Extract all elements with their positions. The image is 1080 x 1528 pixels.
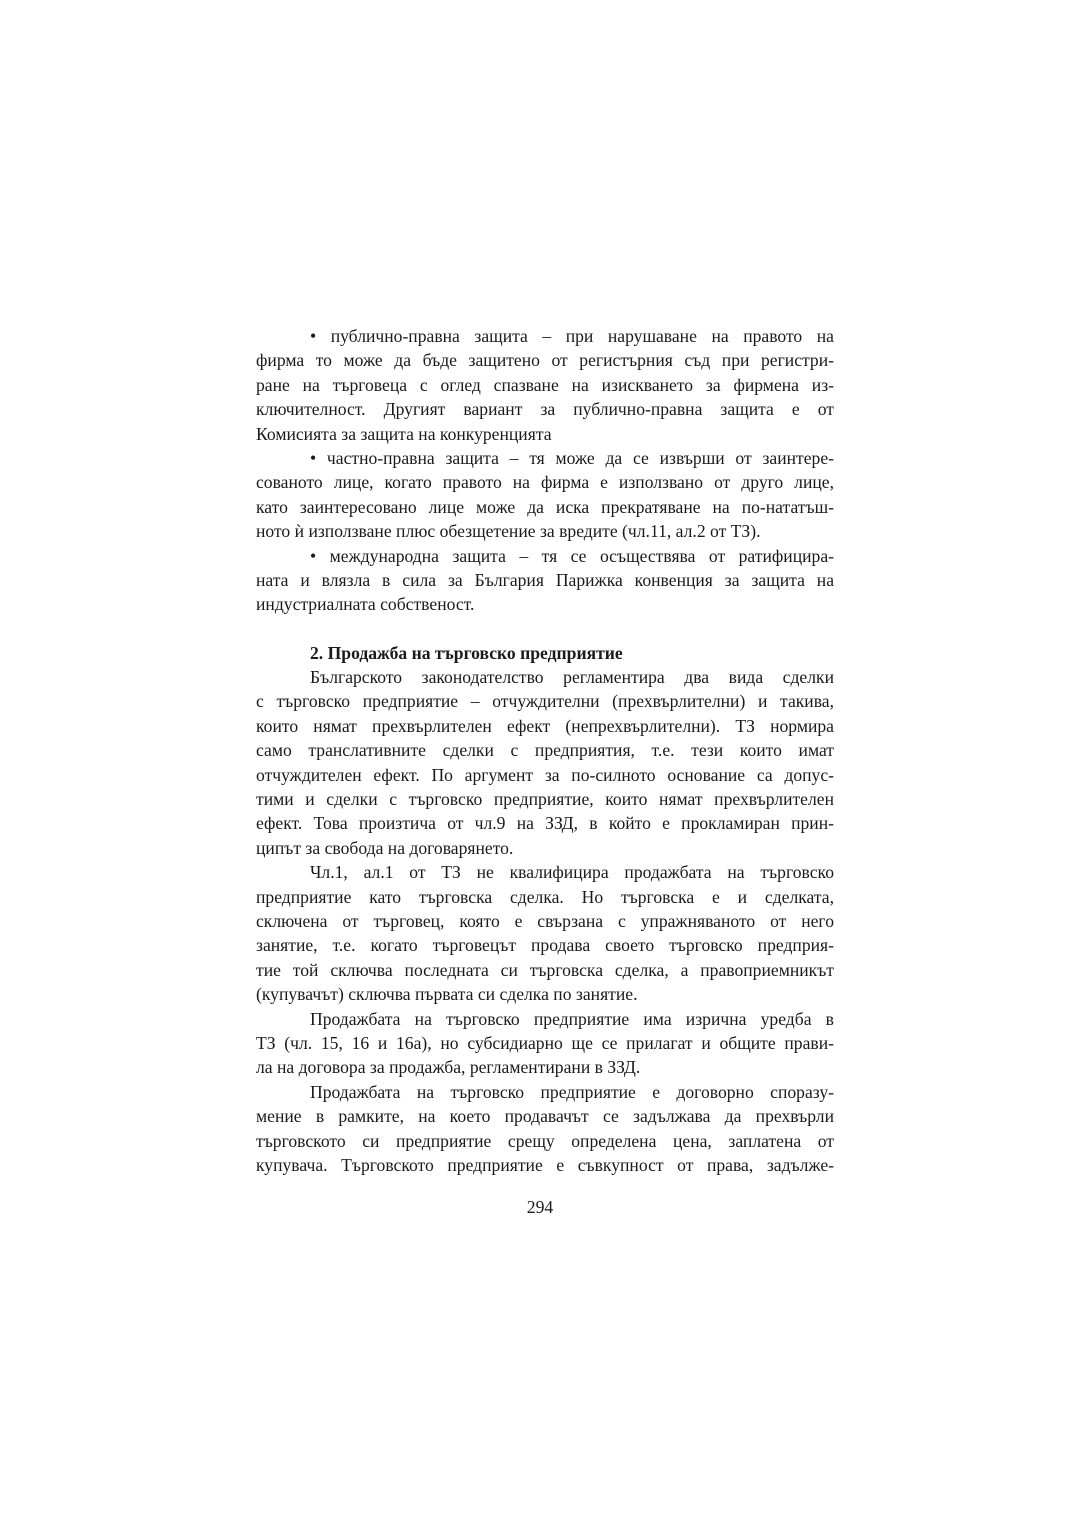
text-line: Българското законодателство регламентира два вида сделки xyxy=(310,667,834,688)
paragraph-regulation xyxy=(256,1007,834,1080)
text-line: тие той сключва последната си търговска сделка, а правоприемникът xyxy=(256,959,834,980)
text-line: • публично-правна защита – при нарушаване на правото на xyxy=(310,326,834,346)
text-line: Продажбата на търговско предприятие е договорно споразу- xyxy=(310,1081,834,1102)
text-line: мение в рамките, на което продавачът се задължава да прехвърли xyxy=(256,1106,834,1127)
paragraph-private-protection xyxy=(256,446,834,544)
text-line: ната и влязла в сила за България Парижка конвенция за защита на xyxy=(256,569,834,590)
page-body xyxy=(256,324,834,1177)
text-line: ключителност. Другият вариант за публично-правна защита е от xyxy=(256,399,834,420)
paragraph-definition xyxy=(256,1080,834,1178)
paragraph-legislation xyxy=(256,665,834,860)
text-line: предприятие като търговска сделка. Но търговска е и сделката, xyxy=(256,886,834,907)
text-line: Продажбата на търговско предприятие има изрична уредба в xyxy=(310,1008,834,1029)
section-heading: 2. Продажба на търговско предприятие xyxy=(310,642,623,663)
text-line: Чл.1, ал.1 от ТЗ не квалифицира продажбата на търговско xyxy=(310,862,834,883)
text-line: ла на договора за продажба, регламентирани в ЗЗД. xyxy=(256,1057,641,1078)
text-line: сованото лице, когато правото на фирма е използвано от друго лице, xyxy=(256,472,834,493)
paragraph-international-protection xyxy=(256,544,834,617)
page-number: 294 xyxy=(526,1197,554,1217)
paragraph-art1 xyxy=(256,860,834,1006)
text-line: само транслативните сделки с предприятия, т.е. тези които имат xyxy=(256,740,834,761)
text-line: занятие, т.е. когато търговецът продава своето търговско предприя- xyxy=(256,935,834,956)
text-line: индустриалната собственост. xyxy=(256,594,475,615)
text-line: с търговско предприятие – отчуждителни (прехвърлителни) и такива, xyxy=(256,691,834,712)
text-line: ТЗ (чл. 15, 16 и 16а), но субсидиарно ще се прилагат и общите прави- xyxy=(256,1032,834,1053)
text-line: които нямат прехвърлителен ефект (непрехвърлителни). ТЗ нормира xyxy=(256,715,834,736)
text-line: купувача. Търговското предприятие е съвкупност от права, задълже- xyxy=(256,1154,834,1175)
text-line: ното ѝ използване плюс обезщетение за вредите (чл.11, ал.2 от ТЗ). xyxy=(256,521,761,542)
text-line: сключена от търговец, която е свързана с упражняваното от него xyxy=(256,910,834,931)
section-heading-block xyxy=(256,641,834,665)
text-line: Комисията за защита на конкуренцията xyxy=(256,423,552,444)
text-line: фирма то може да бъде защитено от регистърния съд при регистри- xyxy=(256,350,834,371)
text-line: отчуждителен ефект. По аргумент за по-силното основание са допус- xyxy=(256,764,834,785)
text-line: търговското си предприятие срещу определена цена, заплатена от xyxy=(256,1130,834,1151)
text-line: ципът за свобода на договарянето. xyxy=(256,837,514,858)
text-line: • частно-правна защита – тя може да се извърши от заинтере- xyxy=(310,447,834,468)
text-line: • международна защита – тя се осъществява от ратифицира- xyxy=(310,545,834,566)
text-line: тими и сделки с търговско предприятие, които нямат прехвърлителен xyxy=(256,789,834,810)
text-line: като заинтересовано лице може да иска прекратяване на по-нататъш- xyxy=(256,496,834,517)
text-line: (купувачът) сключва първата си сделка по занятие. xyxy=(256,984,638,1005)
text-line: ране на търговеца с оглед спазване на изискването за фирмена из- xyxy=(256,374,834,395)
text-line: ефект. Това произтича от чл.9 на ЗЗД, в който е прокламиран прин- xyxy=(256,813,834,834)
paragraph-public-protection xyxy=(256,324,834,446)
